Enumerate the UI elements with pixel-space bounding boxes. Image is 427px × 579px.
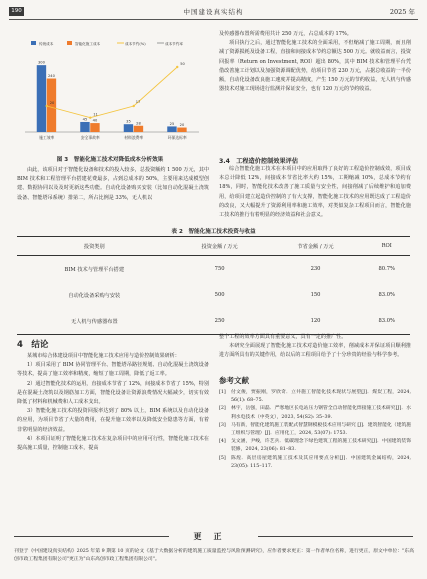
header-rule [9, 19, 418, 20]
reference-text: 陈煌．高层房屋建筑施工技术及其应用要点分析[J]．中国建筑金属结构，2024, 23(05): 115–117. [231, 455, 411, 469]
legend-label: 智能化施工成本 [75, 41, 101, 46]
line-point [133, 105, 135, 107]
journal-year: 2025 年 [389, 8, 415, 16]
reference-item [219, 405, 411, 421]
table-row [17, 282, 410, 308]
reference-number: [4] [219, 439, 226, 445]
bar-value-label: 240 [48, 74, 55, 79]
x-tick-label: 环保达标率 [167, 135, 187, 140]
table-cell: 120 [268, 308, 364, 335]
bar-value-label: 45 [82, 117, 88, 122]
reference-item [219, 422, 411, 438]
legend-label: 成本节约(%) [125, 41, 146, 46]
line-point [176, 66, 178, 68]
conclusion-heading: 4 结论 [17, 340, 49, 350]
reference-item [219, 438, 411, 454]
bar [37, 65, 46, 132]
reference-text: 林宇，岳强，田磊．严寒地区长电站压力钢管全自动智能化焊接施工技术研究[J]．水利水电技术（中英文），2023, 54(S2): 35–39. [231, 406, 411, 420]
reference-number: [1] [219, 390, 226, 395]
paragraph: 本研究全面展现了智能化施工技术对造价施工效率，削减成本并保证项目顺利推进方面所具有的关键作用，给以后的工程项目给予了十分珍贵的经验与科学参考。 [219, 343, 411, 359]
line-point [46, 105, 48, 107]
paragraph: 由此，该项目对于智能化设备和技术的投入较多，总投资额约 1 500 万元，其中 BIM 技术和工程管理平台搭建花费最多，占到总成本的 50%，主要用来达成模型创建、数据协同以及及时更新这些功能。自动化设备购买安装（比如自动化混凝土浇筑设备、智能塔吊系统）排第二，所占比例是 33%，无人机以 [17, 167, 209, 201]
investment-table [17, 236, 410, 335]
table-title: 表 2 智能化施工技术投资与收益 [171, 229, 256, 235]
table-cell: 83.0% [378, 292, 395, 298]
section-3-4-body [219, 165, 411, 220]
x-tick-label: 材料浪费率 [124, 135, 144, 140]
erratum-text: 刊登于《中国建设真实结构》2025 年第 9 期第 10 页的论文《基于大数据分析的建筑施工质量监控与风险预测研究》，应作者要求更正：第一作者单位名称，进行更正，原文中单位："东高创市政工程集团有限公司"更正为"山东高创市政工程集团有限公司"。 [14, 549, 414, 563]
bar-value-label: 35 [126, 119, 131, 124]
line-value-label: 17 [135, 100, 141, 104]
table-header-cell: 投资金额 / 万元 [172, 237, 268, 256]
reference-list [219, 389, 411, 471]
conclusion-item: 2）通过智能化技术的运用，直接成本节省了 12%，间接成本节省了 15%，特别是在混凝土浇筑以及钢筋加工方面，智能化设备让资源浪费情况大幅减少，切实有效降低了材料和机械费和人工成本支出。 [17, 380, 209, 406]
right-column-conclusion [219, 333, 411, 361]
conclusion-body [17, 352, 209, 453]
table-header-cell: ROI [364, 237, 411, 256]
paragraph: 某城市综合体建设项目中智能化施工技术应用与造价控制效果研析： [27, 353, 180, 359]
table-cell: 150 [310, 292, 321, 298]
legend-swatch [31, 41, 36, 45]
reference-number: [3] [219, 422, 226, 428]
bar-value-label: 300 [38, 60, 45, 65]
paragraph: 及传感器布置所需费用共计 250 万元，占总成本的 17%。 [219, 31, 352, 37]
table-cell: 230 [310, 266, 321, 272]
bar-value-label: 28 [136, 121, 141, 126]
erratum-heading: 更正 [193, 532, 234, 541]
bar [124, 124, 133, 132]
reference-text: 马有新，智能化建筑施工装配式智慧钢模板技术应用与研究 [J]．建筑智能化（建筑施工组织与管理）[J]．应用化工，2024, 53(07): 1753. [231, 422, 411, 437]
table-cell: 80.7% [378, 266, 395, 272]
reference-text: 戈文涵，尹峻，许艺兵．低碳理念下绿色建筑工程的施工技术研究[J]．中国建筑装饰装修，2024, 23(06): 81–83. [231, 439, 411, 453]
line-value-label: 20 [49, 101, 55, 105]
line-value-label: 50 [180, 62, 185, 66]
bar [177, 128, 186, 132]
conclusion-item: 4）本项目证明了智能化施工技术在复杂项目中的应用可行性，智能化施工技术在提高施工质量，控制施工成本，提高 [17, 435, 209, 452]
conclusion-item: 3）智能化施工技术的投资回报率达到了 80% 以上，BIM 系统以及自动化设备的应用，为项目节省了大量的费用，在提升施工效率以及降低安全隐患等方面，有着非常明显的经济效益。 [17, 408, 209, 433]
page-number: 190 [9, 7, 24, 16]
reference-item [219, 455, 411, 471]
line-point [89, 117, 91, 119]
journal-name: 中国建设真实结构 [183, 8, 244, 16]
figure-caption: 图 3 智能化施工技术对降低成本分析效果 [56, 157, 164, 163]
x-tick-label: 施工效率 [39, 135, 55, 140]
bar [47, 79, 56, 132]
table-header-cell: 投资类别 [17, 237, 172, 256]
right-column-text [219, 30, 411, 94]
bar [134, 126, 143, 132]
table-cell: 83.0% [364, 308, 411, 335]
reference-text: 付文俊，贾振刚，罗欣奇．立井施工智能化技术现状与展望[J]．煤炭工程，2024, 56(1): 68–75. [231, 390, 411, 404]
bar-value-label: 40 [92, 118, 98, 123]
bar [80, 122, 89, 132]
table-cell: 250 [172, 308, 268, 335]
references-heading: 参考文献 [219, 376, 249, 385]
left-column-text [17, 166, 209, 203]
paragraph: 项目执行之后，通过智能化施工技术的全面采用，不但缩减了施工周期，而且削减了资源损耗及设备工程，直接和间接成本节约总额达 500 万元。就收益而言，投资回报率（Return on Investment, ROI）超出 80%，其中 BIM 技术和管理平台凭借改善施工计划以及加强资源调配优势，给项目节省 230 万元，占据总收益的一半份额，自动化设备改良施工速度并提高精度，产生 150 万元的节约收益，无人机与传感器技术对施工现场进行监测并保证安全，也有 120 万元的节约收益。 [219, 40, 411, 93]
legend-swatch [67, 41, 72, 45]
bar [90, 123, 99, 132]
page-header [0, 0, 427, 20]
conclusion-item: 1）项目采用了 BIM 协同管理平台、智能塔吊路径规划、自动化混凝土浇筑设备等技术，提高了施工效率和精度，缩短了施工周期，降低了返工率。 [17, 362, 209, 378]
table-cell: 750 [214, 266, 225, 272]
table-header-row [17, 237, 410, 256]
legend-label: 成本节约率 [165, 41, 183, 46]
bar-value-label: 20 [179, 123, 185, 128]
bar [167, 126, 176, 132]
table-cell: 无人机与传感器布置 [17, 308, 172, 335]
table-cell: 500 [214, 292, 225, 298]
paragraph: 整个工程的效率方面具有重要意义，具有一定的推广性。 [219, 334, 347, 340]
table-header-cell: 节省金额 / 万元 [268, 237, 364, 256]
cost-analysis-chart [17, 38, 207, 146]
x-tick-label: 安全事故率 [80, 135, 100, 140]
bar-value-label: 25 [169, 121, 175, 126]
section-heading-3-4: 3.4 工程造价控制效果评估 [219, 158, 299, 165]
line-series [47, 67, 178, 118]
reference-number: [2] [219, 406, 226, 412]
paragraph: 综合智能化施工技术在本项目中的应用取得了良好的工程造价控制成效，项目成本总计降低 12%，间接成本节省比率大约 15%，工期缩减 10%，总成本节约有 18%，同时，智能化技术改善了施工质量与安全性，间接削减了后续维护和追加费用，给项目建立起造价控制的了有大支撑，智能化施工技术的应用既达成了工程造价的改良，又大幅提升了资源利用率和施工效率，对类似复杂工程项目而言，智能化施工技术的推行有着明显的经济效益和社会意义。 [219, 166, 411, 219]
reference-number: [5] [219, 455, 226, 461]
reference-item [219, 389, 411, 405]
table-row [17, 256, 410, 283]
table-cell: BIM 技术与管理平台搭建 [64, 266, 125, 273]
table-cell: 自动化设备采购与安装 [68, 292, 121, 299]
legend-label: 传统成本 [39, 41, 54, 46]
line-value-label: 11 [93, 112, 98, 117]
table-row [17, 308, 410, 335]
